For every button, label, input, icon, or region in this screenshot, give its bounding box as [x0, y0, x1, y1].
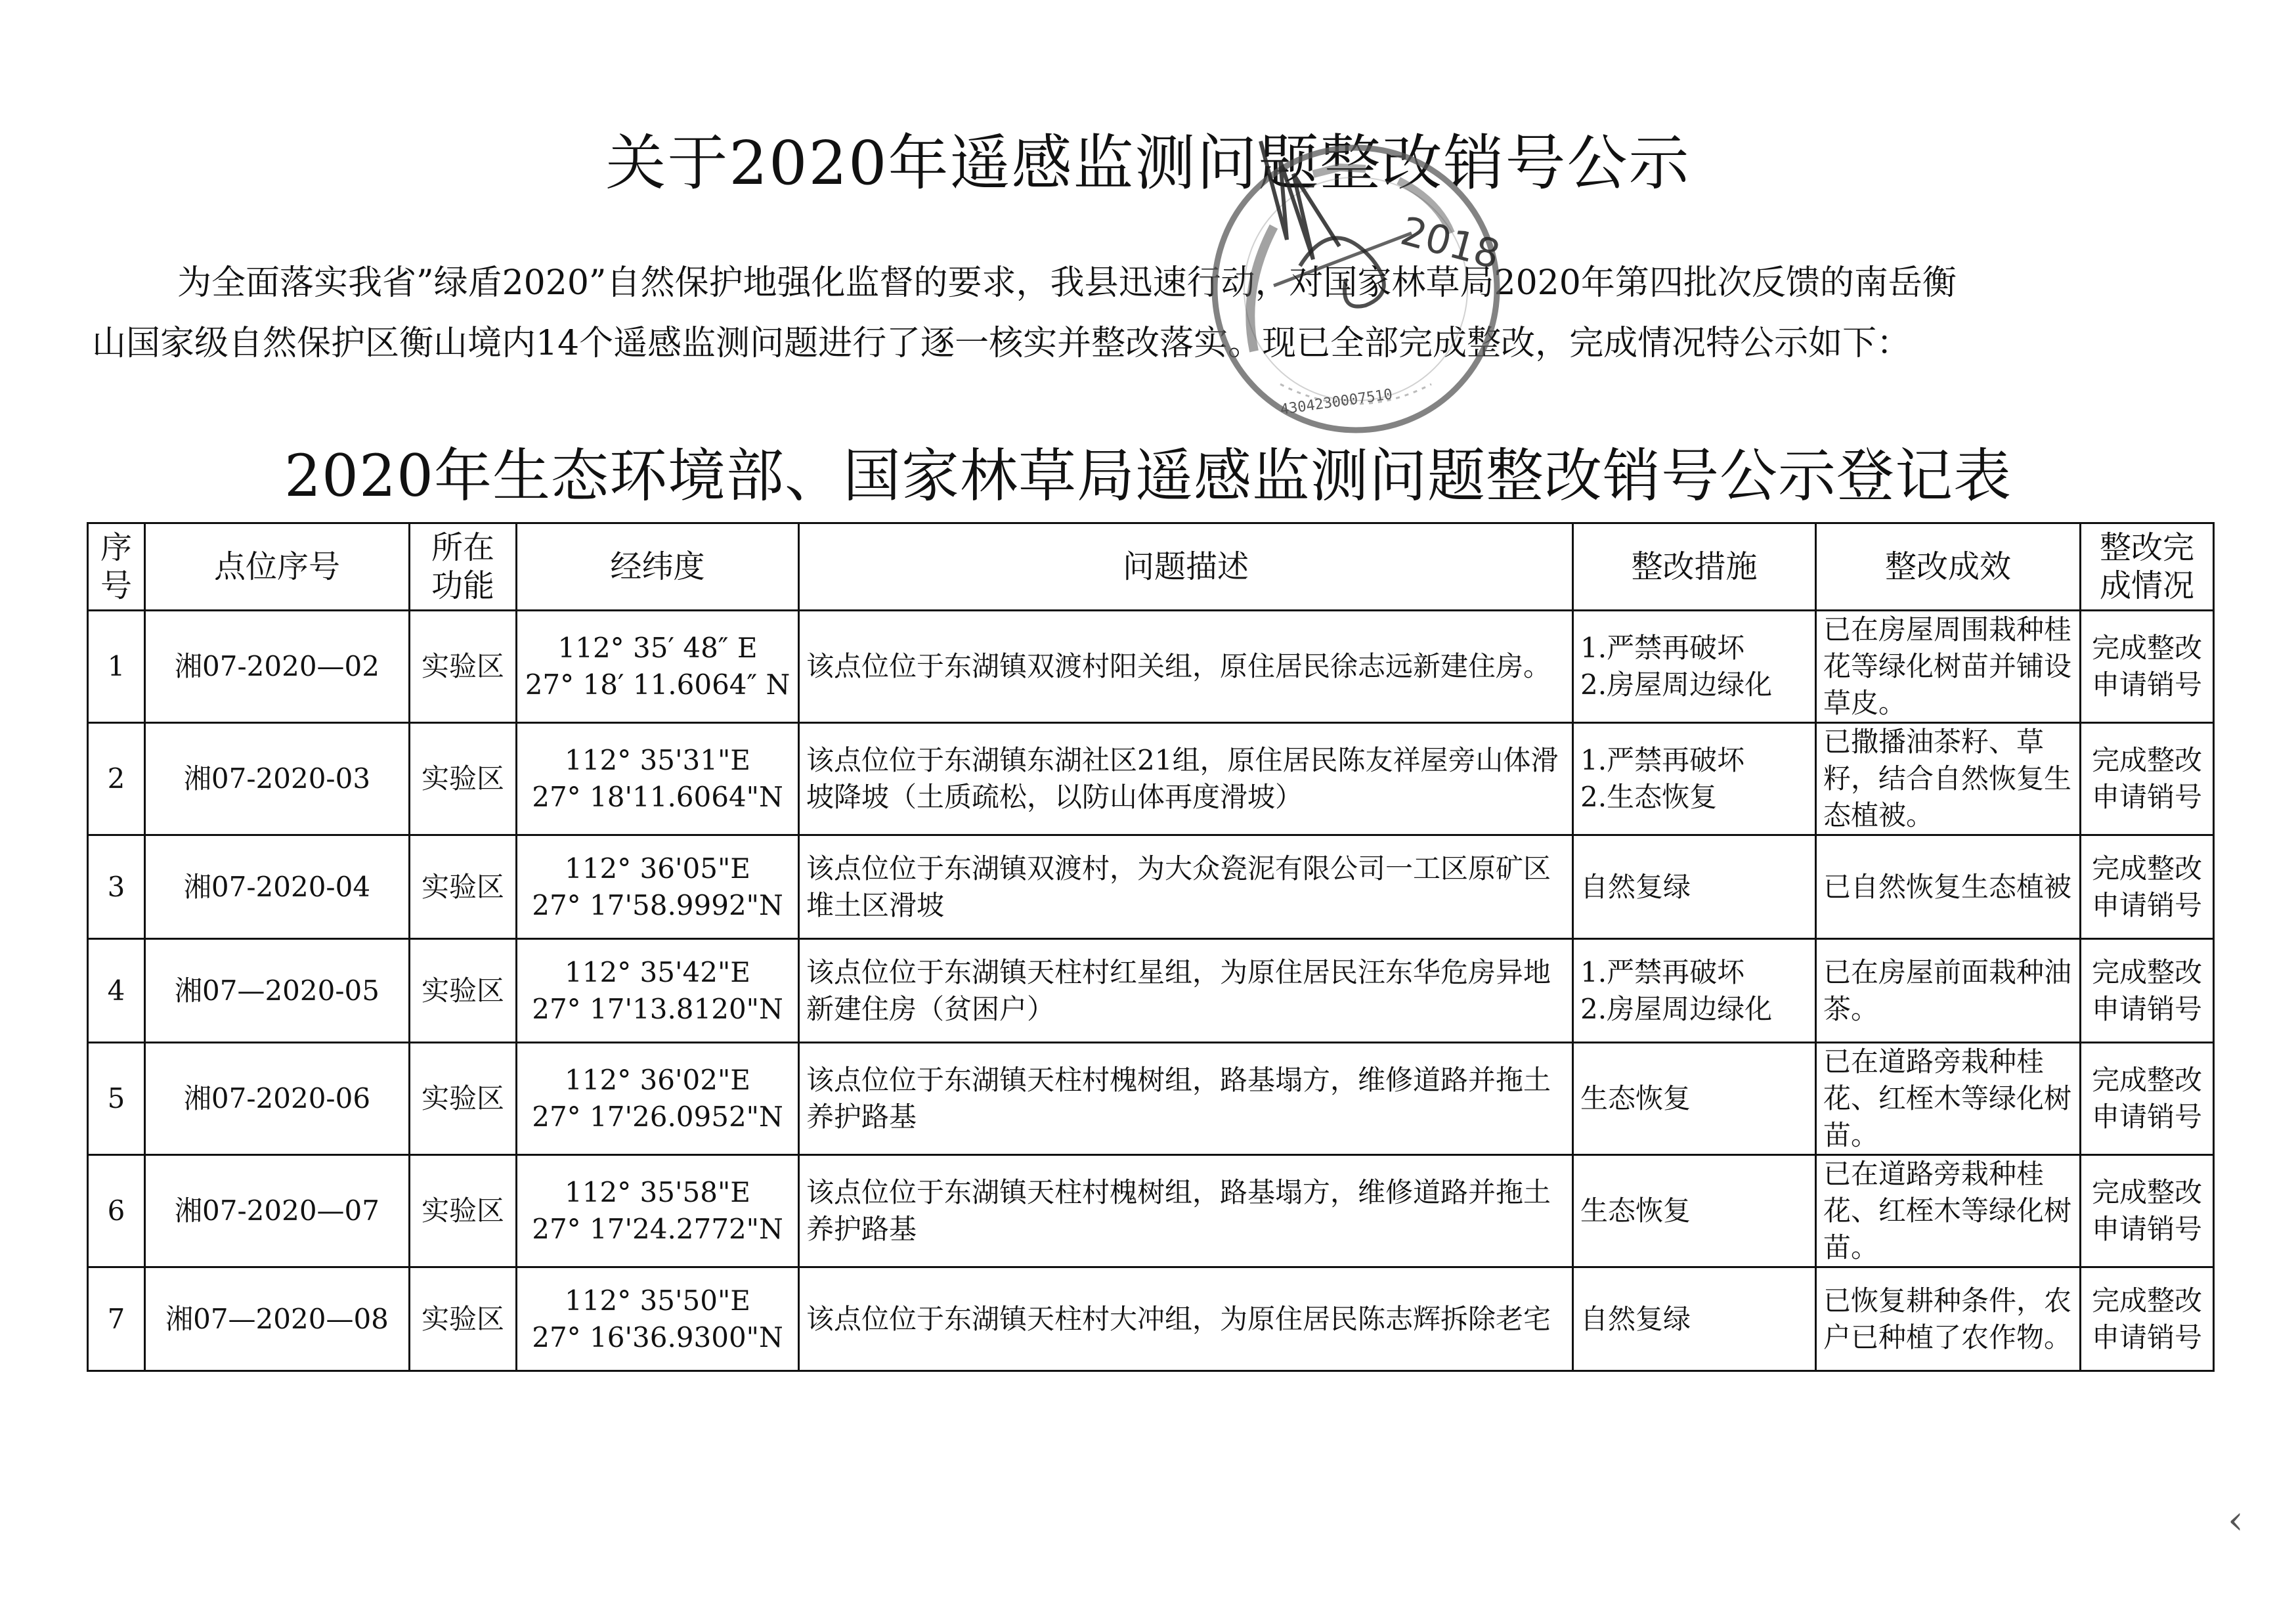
cell-coord [517, 939, 799, 1043]
cell-measure [1573, 939, 1816, 1043]
cell-measure-1: 自然复绿 [1580, 1302, 1691, 1335]
cell-measure [1573, 1155, 1816, 1267]
header-desc: 问题描述 [799, 523, 1573, 611]
cell-index: 6 [88, 1155, 145, 1267]
cell-measure-2: 2.生态恢复 [1580, 781, 1718, 813]
header-status: 整改完成情况 [2081, 523, 2214, 611]
cell-effect: 已在道路旁栽种桂花、红桎木等绿化树苗。 [1816, 1043, 2081, 1155]
cell-index: 5 [88, 1043, 145, 1155]
cell-lon: 112° 35′ 48″ E [557, 632, 758, 664]
table-row [88, 835, 2214, 939]
cell-measure-1: 生态恢复 [1580, 1082, 1691, 1114]
cell-effect: 已在房屋前面栽种油茶。 [1816, 939, 2081, 1043]
header-point: 点位序号 [145, 523, 410, 611]
cell-index: 1 [88, 611, 145, 723]
header-effect: 整改成效 [1816, 523, 2081, 611]
cell-zone: 实验区 [410, 611, 517, 723]
table-row [88, 1267, 2214, 1371]
cell-index: 4 [88, 939, 145, 1043]
cell-effect: 已自然恢复生态植被 [1816, 835, 2081, 939]
cell-coord [517, 1155, 799, 1267]
cell-measure-1: 1.严禁再破坏 [1580, 955, 1745, 988]
table-row [88, 723, 2214, 835]
cell-point: 湘07-2020-03 [145, 723, 410, 835]
intro-paragraph [92, 253, 2213, 374]
cell-zone: 实验区 [410, 1267, 517, 1371]
cell-measure-1: 1.严禁再破坏 [1580, 744, 1745, 776]
cell-lon: 112° 36'05"E [565, 852, 750, 885]
cell-lon: 112° 35'50"E [565, 1284, 750, 1317]
cell-lat: 27° 18′ 11.6064″ N [525, 669, 791, 701]
cell-lat: 27° 17'58.9992"N [532, 889, 783, 921]
cell-measure-1: 自然复绿 [1580, 870, 1691, 903]
table-row [88, 1155, 2214, 1267]
intro-line-1: 为全面落实我省”绿盾2020”自然保护地强化监督的要求，我县迅速行动，对国家林草局2020年第四批次反馈的南岳衡 [177, 263, 1957, 303]
cell-measure-2: 2.房屋周边绿化 [1580, 669, 1773, 701]
cell-desc: 该点位位于东湖镇天柱村槐树组，路基塌方，维修道路并拖土养护路基 [799, 1155, 1573, 1267]
header-zone: 所在功能 [410, 523, 517, 611]
intro-line-2: 山国家级自然保护区衡山境内14个遥感监测问题进行了逐一核实并整改落实。现已全部完成整改，完成情况特公示如下： [92, 324, 1911, 363]
margin-mark: ‹ [2228, 1497, 2243, 1543]
cell-effect: 已恢复耕种条件，农户已种植了农作物。 [1816, 1267, 2081, 1371]
cell-desc: 该点位位于东湖镇天柱村大冲组，为原住居民陈志辉拆除老宅 [799, 1267, 1573, 1371]
cell-status: 完成整改申请销号 [2081, 939, 2214, 1043]
registration-table [87, 522, 2215, 1372]
cell-lat: 27° 18'11.6064"N [532, 781, 783, 813]
cell-point: 湘07—2020—08 [145, 1267, 410, 1371]
cell-lon: 112° 35'58"E [565, 1176, 750, 1208]
cell-status: 完成整改申请销号 [2081, 723, 2214, 835]
table-row [88, 611, 2214, 723]
cell-point: 湘07-2020-04 [145, 835, 410, 939]
table-row [88, 939, 2214, 1043]
cell-measure-2: 2.房屋周边绿化 [1580, 992, 1773, 1025]
cell-index: 3 [88, 835, 145, 939]
cell-desc: 该点位位于东湖镇东湖社区21组，原住居民陈友祥屋旁山体滑坡降坡（土质疏松，以防山体再度滑坡） [799, 723, 1573, 835]
cell-coord [517, 611, 799, 723]
cell-point: 湘07—2020-05 [145, 939, 410, 1043]
cell-measure [1573, 1267, 1816, 1371]
cell-desc: 该点位位于东湖镇天柱村槐树组，路基塌方，维修道路并拖土养护路基 [799, 1043, 1573, 1155]
cell-desc: 该点位位于东湖镇天柱村红星组，为原住居民汪东华危房异地新建住房（贫困户） [799, 939, 1573, 1043]
cell-measure [1573, 611, 1816, 723]
cell-measure [1573, 723, 1816, 835]
table-title: 2020年生态环境部、国家林草局遥感监测问题整改销号公示登记表 [284, 442, 2012, 510]
cell-effect: 已撒播油茶籽、草籽，结合自然恢复生态植被。 [1816, 723, 2081, 835]
table-row [88, 1043, 2214, 1155]
cell-coord [517, 1043, 799, 1155]
cell-status: 完成整改申请销号 [2081, 1267, 2214, 1371]
cell-lat: 27° 17'26.0952"N [532, 1101, 783, 1133]
cell-index: 7 [88, 1267, 145, 1371]
seal-code-text: 4304230007510 [1279, 386, 1394, 418]
cell-zone: 实验区 [410, 1043, 517, 1155]
cell-coord [517, 1267, 799, 1371]
cell-measure-1: 生态恢复 [1580, 1195, 1691, 1227]
cell-coord [517, 835, 799, 939]
cell-point: 湘07-2020-06 [145, 1043, 410, 1155]
cell-status: 完成整改申请销号 [2081, 1155, 2214, 1267]
cell-lon: 112° 35'31"E [565, 744, 750, 776]
cell-measure-1: 1.严禁再破坏 [1580, 632, 1745, 664]
cell-coord [517, 723, 799, 835]
cell-status: 完成整改申请销号 [2081, 1043, 2214, 1155]
seal-signature-text: 2018 [1396, 208, 1505, 279]
cell-point: 湘07-2020—02 [145, 611, 410, 723]
cell-desc: 该点位位于东湖镇双渡村阳关组，原住居民徐志远新建住房。 [799, 611, 1573, 723]
table-header-row [88, 523, 2214, 611]
cell-lon: 112° 35'42"E [565, 955, 750, 988]
cell-status: 完成整改申请销号 [2081, 611, 2214, 723]
page-title: 关于2020年遥感监测问题整改销号公示 [605, 128, 1691, 198]
cell-zone: 实验区 [410, 939, 517, 1043]
header-coord: 经纬度 [517, 523, 799, 611]
cell-index: 2 [88, 723, 145, 835]
cell-lat: 27° 17'13.8120"N [532, 992, 783, 1025]
cell-zone: 实验区 [410, 723, 517, 835]
cell-lat: 27° 16'36.9300"N [532, 1321, 783, 1353]
cell-measure [1573, 1043, 1816, 1155]
cell-effect: 已在房屋周围栽种桂花等绿化树苗并铺设草皮。 [1816, 611, 2081, 723]
cell-effect: 已在道路旁栽种桂花、红桎木等绿化树苗。 [1816, 1155, 2081, 1267]
header-index: 序号 [88, 523, 145, 611]
cell-zone: 实验区 [410, 1155, 517, 1267]
cell-desc: 该点位位于东湖镇双渡村，为大众瓷泥有限公司一工区原矿区堆土区滑坡 [799, 835, 1573, 939]
cell-lon: 112° 36'02"E [565, 1064, 750, 1096]
cell-point: 湘07-2020—07 [145, 1155, 410, 1267]
cell-zone: 实验区 [410, 835, 517, 939]
header-measure: 整改措施 [1573, 523, 1816, 611]
cell-status: 完成整改申请销号 [2081, 835, 2214, 939]
cell-lat: 27° 17'24.2772"N [532, 1213, 783, 1245]
cell-measure [1573, 835, 1816, 939]
